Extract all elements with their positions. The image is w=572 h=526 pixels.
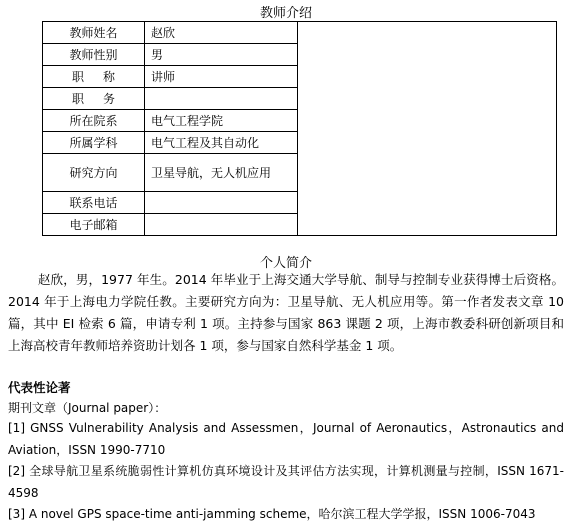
research-label: 研究方向: [43, 154, 145, 192]
discipline-label: 所属学科: [43, 132, 145, 154]
position-value: [145, 88, 298, 110]
email-value: [145, 214, 298, 236]
phone-label: 联系电话: [43, 192, 145, 214]
bio-title: 个人简介: [259, 256, 312, 271]
name-label: 教师姓名: [43, 22, 145, 44]
page-title: 教师介绍: [259, 6, 312, 21]
discipline-value: 电气工程及其自动化: [145, 132, 298, 154]
photo-area: [298, 22, 557, 236]
position-label: 职 务: [43, 88, 145, 110]
gender-value: 男: [145, 44, 298, 66]
research-value: 卫星导航，无人机应用: [145, 154, 298, 192]
phone-value: [145, 192, 298, 214]
title-value: 讲师: [145, 66, 298, 88]
gender-label: 教师性别: [43, 44, 145, 66]
department-label: 所在院系: [43, 110, 145, 132]
email-label: 电子邮箱: [43, 214, 145, 236]
reference-item: [1] GNSS Vulnerability Analysis and Assessmen，Journal of Aeronautics，Astronautics and Aviation，ISSN 1990-7710: [8, 421, 564, 457]
reference-item: [2] 全球导航卫星系统脆弱性计算机仿真环境设计及其评估方法实现，计算机测量与控制，ISSN 1671-4598: [8, 464, 564, 500]
teacher-info-table: [42, 21, 557, 236]
bio-text: 赵欣，男，1977 年生。2014 年毕业于上海交通大学导航、制导与控制专业获得博士后资格。2014 年于上海电力学院任教。主要研究方向为：卫星导航、无人机应用等。第一作者发表文章 10 篇，其中 EI 检索 6 篇，申请专利 1 项。主持参与国家 863 课题 2 项，上海市教委科研创新项目和上海高校青年教师培养资助计划各 1 项，参与国家自然科学基金 1 项。: [8, 272, 564, 353]
journal-label: 期刊文章（Journal paper）：: [8, 401, 167, 415]
reference-list: [8, 418, 564, 526]
representative-heading: 代表性论著: [8, 380, 71, 395]
reference-item: [3] A novel GPS space-time anti-jamming scheme，哈尔滨工程大学学报，ISSN 1006-7043: [8, 507, 536, 521]
department-value: 电气工程学院: [145, 110, 298, 132]
title-label: 职 称: [43, 66, 145, 88]
name-value: 赵欣: [145, 22, 298, 44]
